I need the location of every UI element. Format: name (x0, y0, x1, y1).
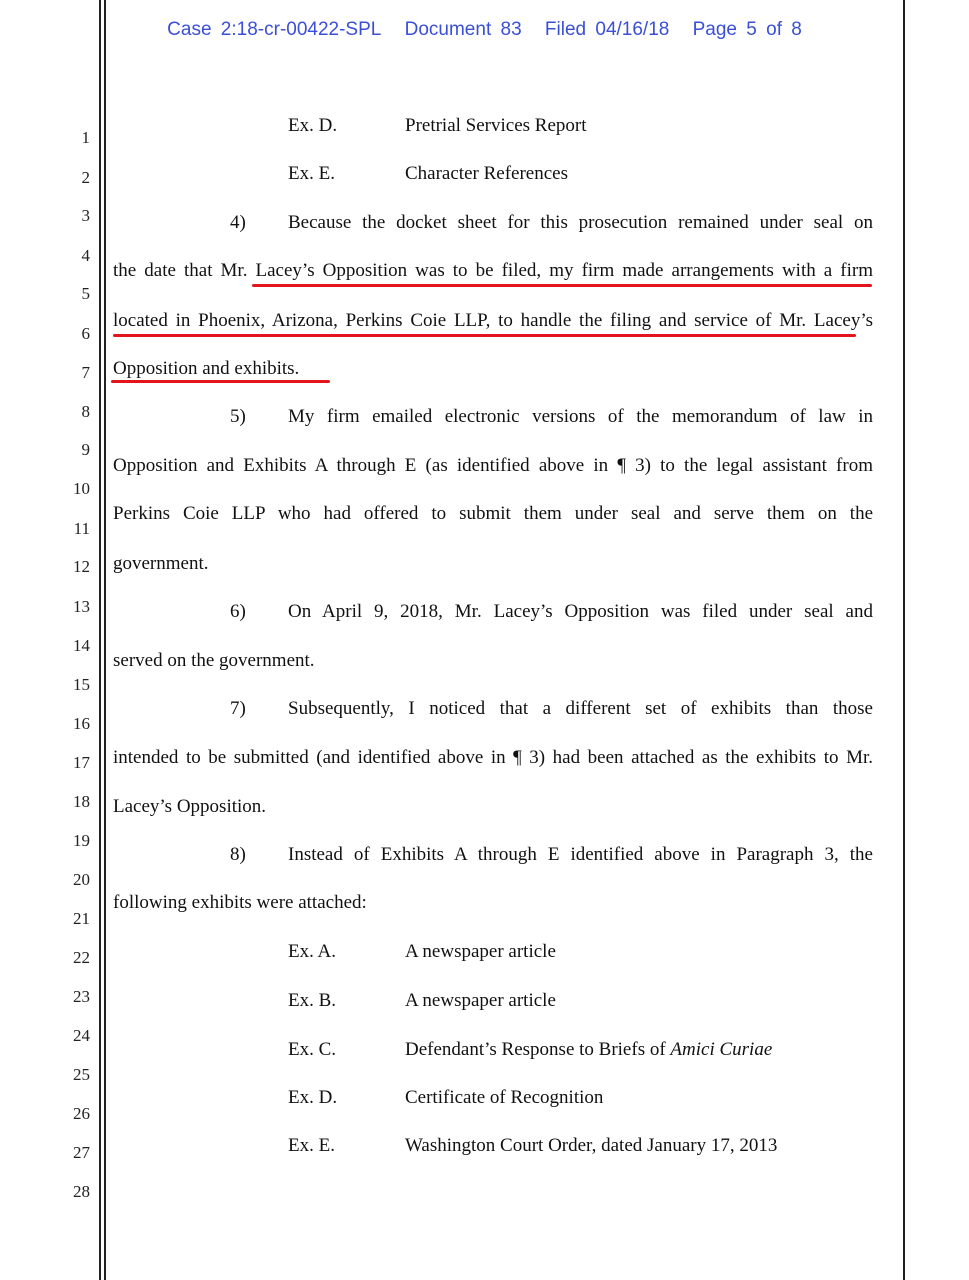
paragraph-8-line-1: Instead of Exhibits A through E identified above in Paragraph 3, the (288, 844, 873, 865)
paragraph-5-line-4: government. (113, 553, 209, 574)
paragraph-8-line-2: following exhibits were attached: (113, 892, 367, 913)
exhibit-description: Certificate of Recognition (405, 1087, 604, 1108)
filed-date: Filed 04/16/18 (544, 19, 670, 40)
paragraph-7-line-2: intended to be submitted (and identified above in ¶ 3) had been attached as the exhibits to Mr. (113, 747, 873, 768)
line-number: 12 (73, 557, 90, 576)
right-margin-rule (903, 0, 905, 1280)
paragraph-4-line-1: Because the docket sheet for this prosecution remained under seal on (288, 212, 873, 233)
exhibit-label: Ex. C. (288, 1039, 337, 1060)
exhibit-description (405, 1039, 772, 1061)
paragraph-4-line-4: Opposition and exhibits. (113, 358, 300, 379)
exhibit-description-text: Defendant’s Response to Briefs of (405, 1039, 671, 1060)
paragraph-number: 5) (230, 406, 246, 427)
exhibit-description: Pretrial Services Report (405, 115, 587, 136)
line-number: 18 (73, 792, 90, 811)
exhibit-label: Ex. D. (288, 115, 338, 136)
line-number: 13 (73, 597, 90, 616)
line-number: 10 (73, 479, 90, 498)
highlight-underline (113, 334, 856, 337)
line-number: 1 (81, 128, 90, 147)
line-number: 8 (81, 402, 90, 421)
exhibit-label: Ex. E. (288, 1135, 335, 1156)
line-number: 6 (81, 324, 90, 343)
line-number: 15 (73, 675, 90, 694)
line-number: 9 (81, 440, 90, 459)
left-margin-rule-inner (104, 0, 106, 1280)
left-margin-rule-outer (99, 0, 101, 1280)
exhibit-description: A newspaper article (405, 941, 556, 962)
exhibit-label: Ex. E. (288, 163, 335, 184)
exhibit-description: Washington Court Order, dated January 17, 2013 (405, 1135, 778, 1156)
line-number: 21 (73, 909, 90, 928)
exhibit-label: Ex. A. (288, 941, 337, 962)
line-number: 28 (73, 1182, 90, 1201)
line-number: 22 (73, 948, 90, 967)
line-number: 27 (73, 1143, 90, 1162)
line-number: 14 (73, 636, 90, 655)
line-number: 17 (73, 753, 90, 772)
case-header (0, 19, 969, 41)
paragraph-4-line-2: the date that Mr. Lacey’s Opposition was to be filed, my firm made arrangements with a firm (113, 260, 873, 281)
exhibit-label: Ex. B. (288, 990, 337, 1011)
line-number: 24 (73, 1026, 90, 1045)
paragraph-number: 8) (230, 844, 246, 865)
line-number: 11 (73, 519, 90, 538)
line-number: 20 (73, 870, 90, 889)
paragraph-6-line-2: served on the government. (113, 650, 315, 671)
case-number: Case 2:18-cr-00422-SPL (167, 19, 382, 40)
line-number: 25 (73, 1065, 90, 1084)
page-indicator: Page 5 of 8 (692, 19, 802, 40)
exhibit-description-italic: Amici Curiae (670, 1039, 773, 1060)
line-number: 5 (81, 284, 90, 303)
document-number: Document 83 (404, 19, 522, 40)
paragraph-5-line-3: Perkins Coie LLP who had offered to submit them under seal and serve them on the (113, 503, 873, 524)
paragraph-5-line-1: My firm emailed electronic versions of the memorandum of law in (288, 406, 873, 427)
line-number: 2 (81, 168, 90, 187)
exhibit-label: Ex. D. (288, 1087, 338, 1108)
line-number: 23 (73, 987, 90, 1006)
paragraph-7-line-1: Subsequently, I noticed that a different set of exhibits than those (288, 698, 873, 719)
line-number: 3 (81, 206, 90, 225)
line-number: 26 (73, 1104, 90, 1123)
exhibit-description: Character References (405, 163, 568, 184)
highlight-underline (252, 284, 872, 287)
line-number: 4 (81, 246, 90, 265)
paragraph-number: 4) (230, 212, 246, 233)
paragraph-number: 6) (230, 601, 246, 622)
paragraph-6-line-1: On April 9, 2018, Mr. Lacey’s Opposition was filed under seal and (288, 601, 873, 622)
line-number: 19 (73, 831, 90, 850)
exhibit-description: A newspaper article (405, 990, 556, 1011)
paragraph-5-line-2: Opposition and Exhibits A through E (as identified above in ¶ 3) to the legal assistant from (113, 455, 873, 476)
paragraph-4-line-3: located in Phoenix, Arizona, Perkins Coie LLP, to handle the filing and service of Mr. Lacey’s (113, 310, 873, 331)
paragraph-number: 7) (230, 698, 246, 719)
line-number: 16 (73, 714, 90, 733)
highlight-underline (111, 380, 330, 383)
line-number: 7 (81, 363, 90, 382)
paragraph-7-line-3: Lacey’s Opposition. (113, 796, 267, 817)
